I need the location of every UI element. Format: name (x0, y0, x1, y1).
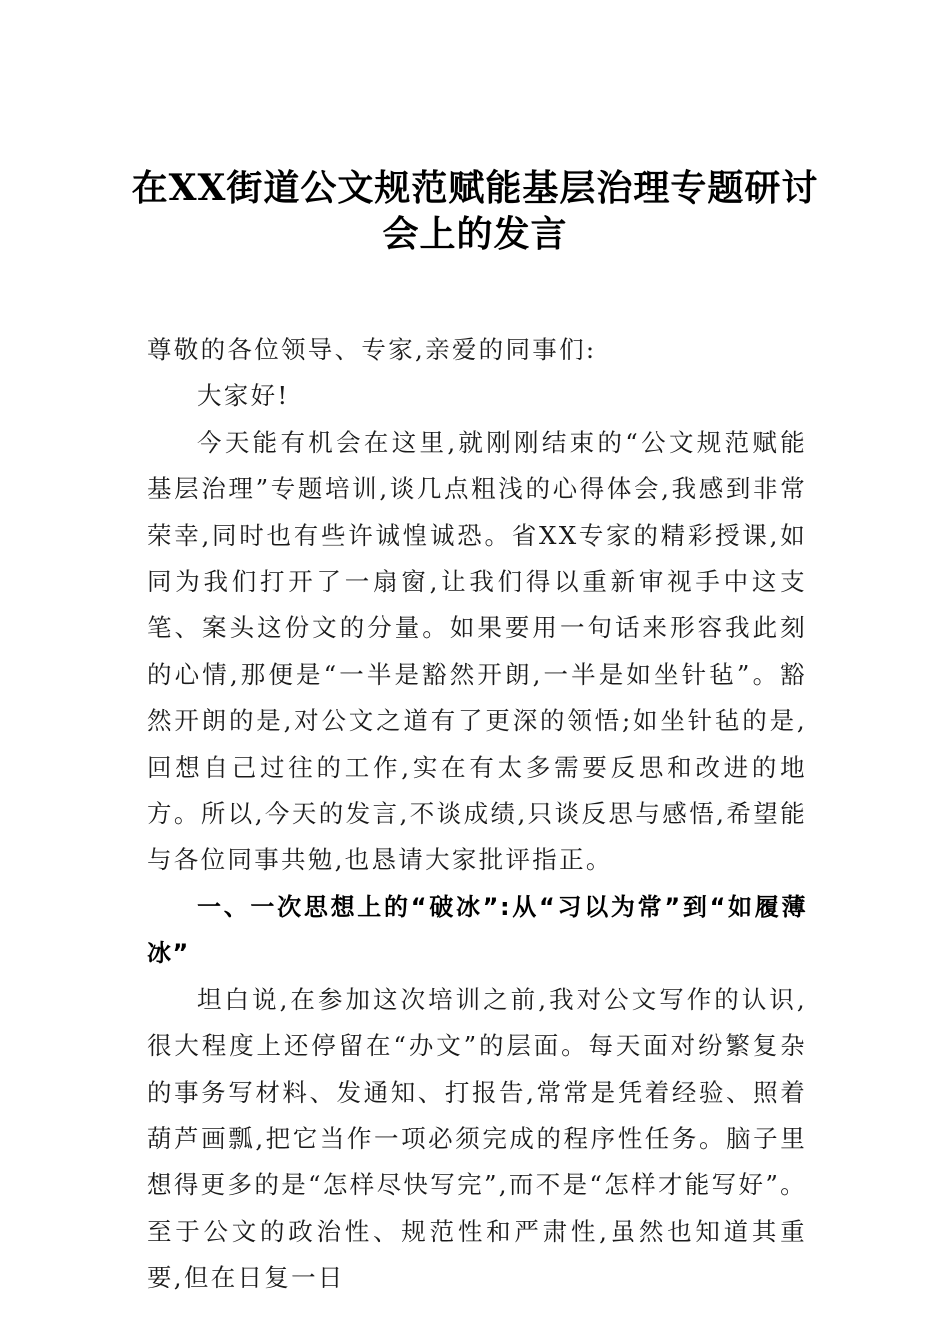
paragraph-section-1: 坦白说,在参加这次培训之前,我对公文写作的认识,很大程度上还停留在“办文”的层面。每天面对纷繁复杂的事务写材料、发通知、打报告,常常是凭着经验、照着葫芦画瓢,把它当作一项必须完成的程序性任务。脑子里想得更多的是“怎样尽快写完”,而不是“怎样才能写好”。至于公文的政治性、规范性和严肃性,虽然也知道其重要,但在日复一日 (147, 984, 807, 1293)
document-title-line-2: 会上的发言 (382, 213, 568, 255)
paragraph-intro: 今天能有机会在这里,就刚刚结束的“公文规范赋能基层治理”专题培训,谈几点粗浅的心得体会,我感到非常荣幸,同时也有些许诚惶诚恐。省XX专家的精彩授课,如同为我们打开了一扇窗,让我们得以重新审视手中这支笔、案头这份文的分量。如果要用一句话来形容我此刻的心情,那便是“一半是豁然开朗,一半是如坐针毡”。豁然开朗的是,对公文之道有了更深的领悟;如坐针毡的是,回想自己过往的工作,实在有太多需要反思和改进的地方。所以,今天的发言,不谈成绩,只谈反思与感悟,希望能与各位同事共勉,也恳请大家批评指正。 (147, 427, 807, 875)
document-title-line-1: 在XX街道公文规范赋能基层治理专题研讨 (131, 167, 819, 209)
salutation: 尊敬的各位领导、专家,亲爱的同事们: (147, 335, 597, 364)
greeting: 大家好! (197, 381, 290, 411)
section-heading-1: 一、一次思想上的“破冰”:从“习以为常”到“如履薄冰” (147, 892, 807, 968)
document-body (147, 327, 807, 1302)
